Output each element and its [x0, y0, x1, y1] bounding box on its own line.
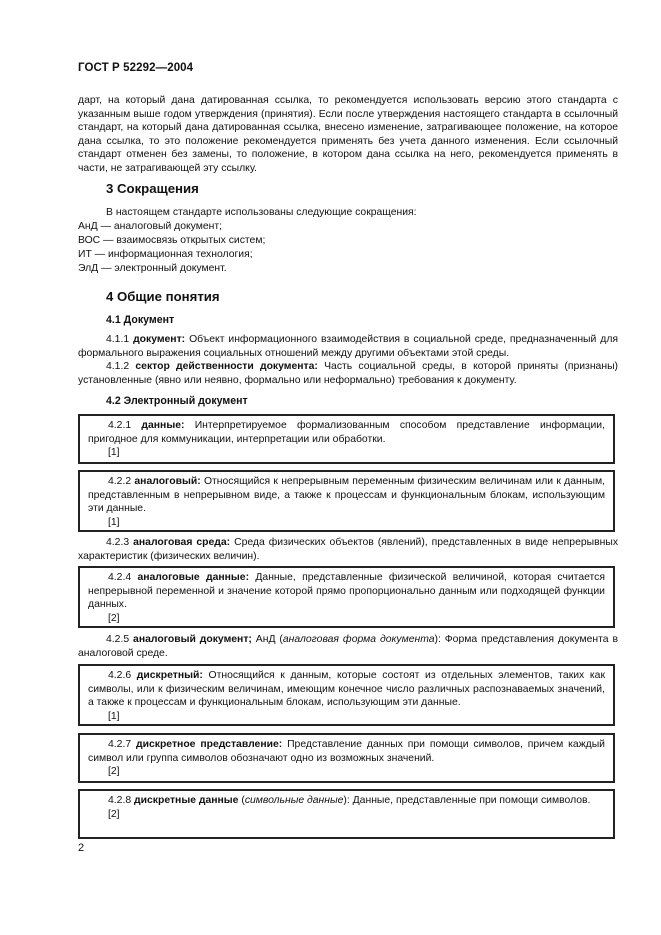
definition-text: Интерпретируемое формализованным способом представление информации, пригодное для коммуникации, интерпретации или обработки.: [88, 420, 606, 445]
term: сектор действенности документа:: [135, 361, 318, 372]
definition-4-2-3: [78, 536, 618, 563]
reference: [2]: [108, 612, 120, 624]
term: аналоговый:: [134, 476, 201, 487]
clause-number: 4.1.2: [106, 361, 130, 372]
clause-number: 4.2.2: [108, 476, 132, 487]
definition-box-4-2-8: [78, 789, 615, 839]
reference: [2]: [108, 808, 120, 820]
definition-box-4-2-6: [78, 664, 615, 726]
term: дискретный:: [136, 670, 203, 681]
intro-paragraph: дарт, на который дана датированная ссылка, то рекомендуется использовать версию этого стандарта с указанным выше годом утверждения (принятия). Если после утверждения настоящего стандарта в ссылочный стандарт, на который дана датированная ссылка, внесено изменение, затрагивающее положение, на которое дана ссылка, то это положение рекомендуется применять без учета данного изменения. Если ссылочный стандарт отменен без замены, то положение, в котором дана ссылка на него, рекомендуется применять в части, не затрагивающей эту ссылку.: [78, 95, 618, 174]
term: документ:: [133, 334, 186, 345]
section-3-title: 3 Сокращения: [106, 181, 199, 196]
definition-4-1-2: [78, 360, 618, 387]
definition-box-4-2-2: [78, 470, 615, 532]
definition-text: Относящийся к данным, которые состоят из отдельных элементов, таких как символы, или к физическим величинам, имеющим конечное число различных распознаваемых значений, а также к процессам и функциональным блокам, использующим эти данные.: [88, 670, 605, 709]
definition-text: Данные, представленные физической величиной, которая считается непрерывной переменной и значение которой прямо пропорционально данным или подходящей функции данных.: [88, 572, 606, 611]
subsection-4-2-title: 4.2 Электронный документ: [106, 395, 248, 407]
clause-number: 4.2.6: [108, 670, 132, 681]
term: аналоговые данные:: [137, 572, 250, 583]
term: дискретные данные: [134, 795, 239, 806]
clause-number: 4.1.1: [106, 334, 130, 345]
definition-text: Среда физических объектов (явлений), представленных в виде непрерывных характеристик (физических величин).: [78, 537, 619, 562]
definition-box-4-2-1: [78, 414, 615, 464]
definition-text: ): Форма представления документа в аналоговой среде.: [78, 634, 619, 659]
page-number: 2: [78, 842, 85, 854]
term: аналоговый документ;: [133, 634, 252, 645]
definition-text: Объект информационного взаимодействия в социальной среде, предназначенный для формального выражения социальных отношений между другими объектами этой среды.: [78, 334, 619, 359]
subsection-4-1-title: 4.1 Документ: [106, 314, 175, 326]
definition-4-1-1: [78, 333, 618, 360]
abbreviation-item: АнД — аналоговый документ;: [78, 221, 223, 232]
term: дискретное представление:: [136, 739, 283, 750]
definition-box-4-2-4: [78, 566, 615, 628]
abbreviation-item: ЭлД — электронный документ.: [78, 263, 227, 274]
alternative-term: аналоговая форма документа: [282, 634, 435, 645]
term: данные:: [141, 420, 185, 431]
reference: [1]: [108, 710, 120, 722]
definition-4-2-5: [78, 633, 618, 660]
clause-number: 4.2.7: [108, 739, 132, 750]
clause-number: 4.2.4: [108, 572, 132, 583]
clause-number: 4.2.5: [106, 634, 130, 645]
section-3-lead: В настоящем стандарте использованы следующие сокращения:: [106, 207, 417, 218]
definition-text: ): Данные, представленные при помощи символов.: [343, 795, 591, 806]
reference: [1]: [108, 447, 120, 459]
definition-box-4-2-7: [78, 733, 615, 783]
section-4-title: 4 Общие понятия: [106, 289, 220, 304]
clause-number: 4.2.3: [106, 537, 130, 548]
abbreviation-item: ВОС — взаимосвязь открытых систем;: [78, 235, 266, 246]
definition-text: Относящийся к непрерывным переменным физическим величинам или к данным, представленным в непрерывном виде, а также к процессам и функциональным блокам, использующим эти данные.: [88, 476, 605, 515]
clause-number: 4.2.8: [108, 795, 132, 806]
paren-open: (: [241, 795, 245, 806]
term: аналоговая среда:: [133, 537, 231, 548]
page-header-doc-id: ГОСТ Р 52292—2004: [78, 62, 194, 74]
reference: [1]: [108, 516, 120, 528]
definition-text: Представление данных при помощи символов, причем каждый символ или группа символов обозначают одно из возможных значений.: [88, 739, 605, 764]
alternative-term: символьные данные: [244, 795, 344, 806]
abbreviation: АнД (: [255, 634, 283, 645]
abbreviation-item: ИТ — информационная технология;: [78, 249, 253, 260]
reference: [2]: [108, 766, 120, 778]
definition-text: Часть социальной среды, в которой приняты (признаны) установленные (явно или неявно, формально или неформально) требования к документу.: [78, 361, 619, 386]
clause-number: 4.2.1: [108, 420, 132, 431]
